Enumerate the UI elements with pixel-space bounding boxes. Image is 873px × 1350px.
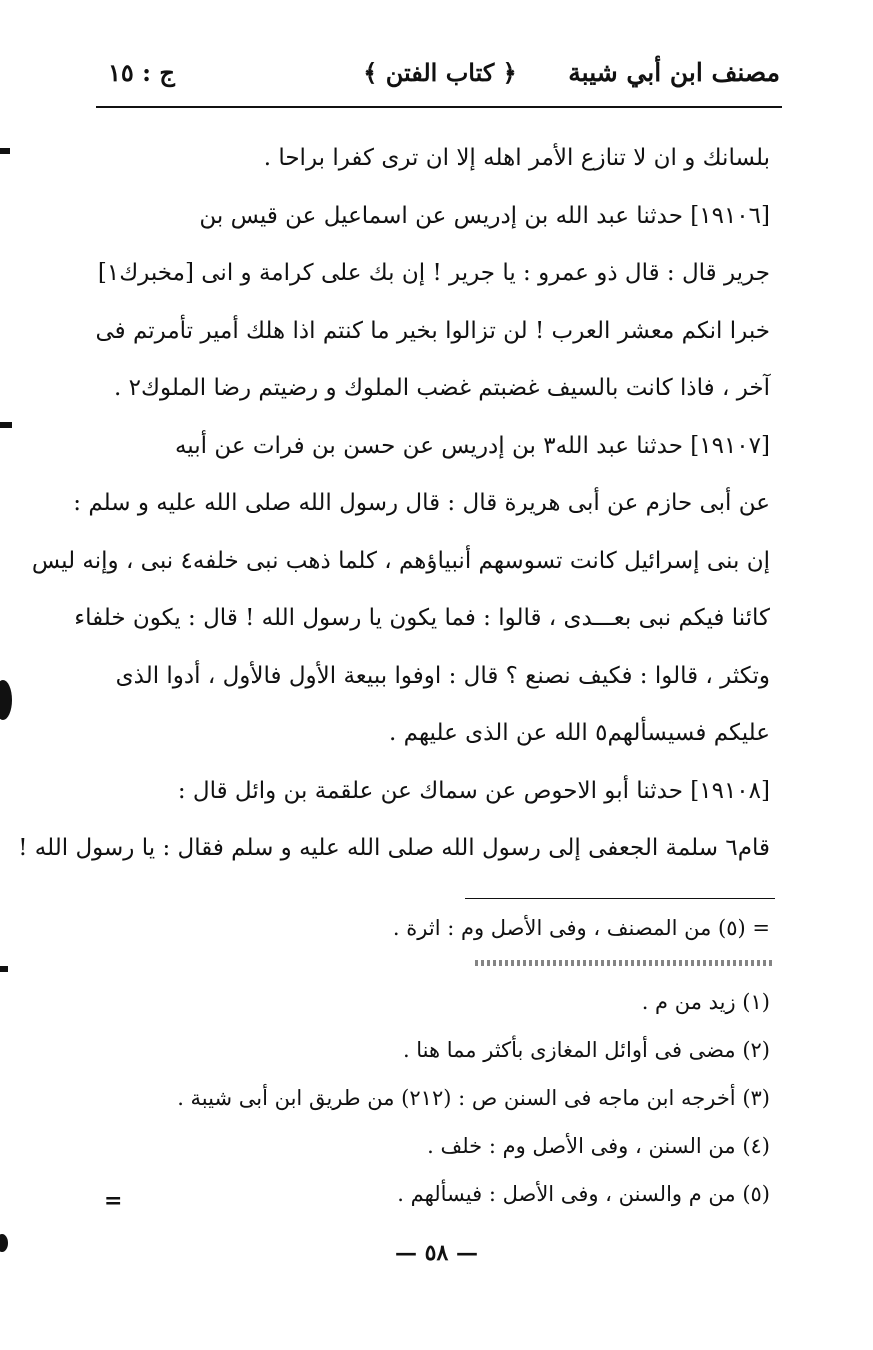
text-line: [١٩١٠٧] حدثنا عبد الله٣ بن إدريس عن حسن بن فرات عن أبيه	[174, 432, 770, 459]
text-line: عن أبى حازم عن أبى هريرة قال : قال رسول الله صلى الله عليه و سلم :	[73, 490, 770, 516]
text-line: وتكثر ، قالوا : فكيف نصنع ؟ قال : اوفوا ببيعة الأول فالأول ، أدوا الذى	[115, 662, 770, 689]
text-line: إن بنى إسرائيل كانت تسوسهم أنبياؤهم ، كلما ذهب نبى خلفه٤ نبى ، وإنه ليس	[31, 547, 770, 574]
footnote: (٤) من السنن ، وفى الأصل وم : خلف .	[427, 1134, 770, 1158]
scan-mark	[0, 422, 12, 428]
text-line: بلسانك و ان لا تنازع الأمر اهله إلا ان ترى كفرا براحا .	[263, 145, 770, 171]
text-line: [١٩١٠٨] حدثنا أبو الاحوص عن سماك عن علقمة بن وائل قال :	[177, 777, 770, 804]
book-title: مصنف ابن أبي شيبة	[568, 58, 780, 87]
footnote: (٢) مضى فى أوائل المغازى بأكثر مما هنا .	[402, 1038, 770, 1062]
section-title: ﴿ كتاب الفتن ﴾	[363, 58, 517, 87]
main-text	[18, 130, 770, 878]
header-rule	[96, 106, 782, 108]
text-line: خبرا انكم معشر العرب ! لن تزالوا بخير ما كنتم اذا هلك أمير تأمرتم فى	[95, 317, 770, 344]
footnote: (٥) من م والسنن ، وفى الأصل : فيسألهم .	[397, 1182, 770, 1206]
text-line: [١٩١٠٦] حدثنا عبد الله بن إدريس عن اسماعيل عن قيس بن	[199, 202, 770, 229]
text-line: آخر ، فاذا كانت بالسيف غضبتم غضب الملوك و رضيتم رضا الملوك٢ .	[114, 375, 770, 401]
text-line: كائنا فيكم نبى بعـــدى ، قالوا : فما يكون يا رسول الله ! قال : يكون خلفاء	[74, 605, 770, 631]
text-line: قام٦ سلمة الجعفى إلى رسول الله صلى الله عليه و سلم فقال : يا رسول الله !	[18, 835, 770, 861]
footnote-separator	[465, 898, 775, 899]
running-header	[100, 58, 780, 98]
footnote: (١) زيد من م .	[641, 990, 770, 1014]
text-line: جرير قال : قال ذو عمرو : يا جرير ! إن بك على كرامة و انى [مخبرك١]	[97, 260, 770, 286]
scan-mark	[0, 148, 10, 154]
footnote: (٣) أخرجه ابن ماجه فى السنن ص : (٢١٢) من طريق ابن أبى شيبة .	[177, 1086, 770, 1110]
side-mark: =	[104, 1188, 123, 1214]
scan-mark	[0, 680, 12, 720]
page-number: — ٥٨ —	[395, 1240, 478, 1266]
footnotes	[150, 978, 770, 1218]
footnote-continuation: = (٥) من المصنف ، وفى الأصل وم : اثرة .	[392, 916, 770, 940]
text-line: عليكم فسيسألهم٥ الله عن الذى عليهم .	[389, 720, 770, 746]
volume-number: ج : ١٥	[108, 58, 175, 87]
wavy-divider	[475, 960, 773, 966]
scan-mark	[0, 966, 8, 972]
